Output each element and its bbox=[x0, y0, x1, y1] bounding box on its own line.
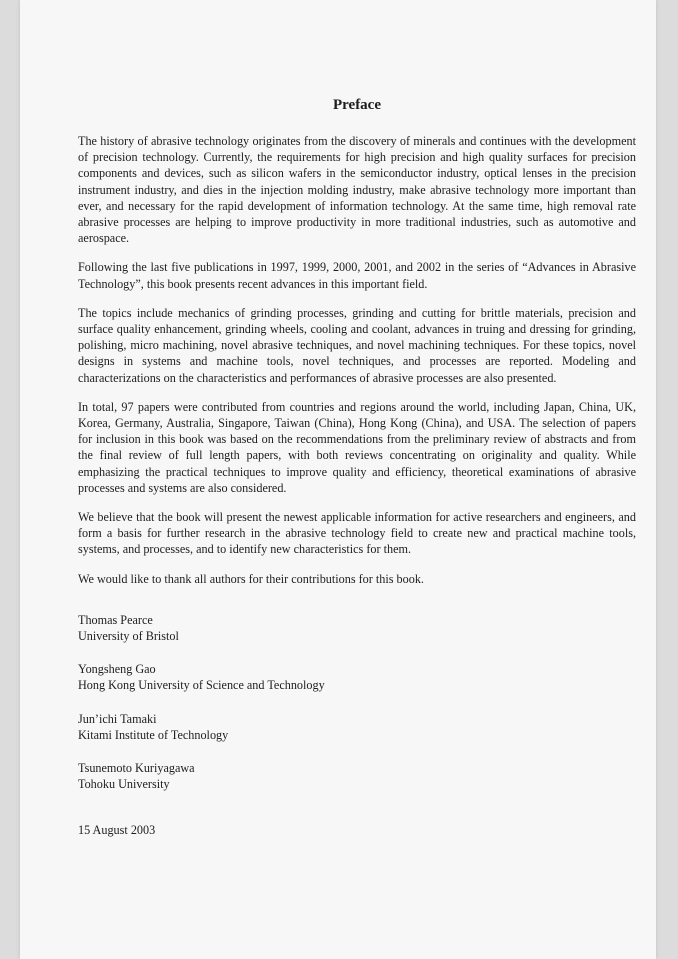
editor-signature bbox=[78, 711, 636, 743]
editor-signature bbox=[78, 612, 636, 644]
editor-name: Thomas Pearce bbox=[78, 612, 153, 627]
editor-affiliation: Tohoku University bbox=[78, 777, 170, 792]
page-title: Preface bbox=[332, 97, 382, 113]
editor-signature bbox=[78, 760, 636, 792]
paragraph: We believe that the book will present the newest applicable information for active researchers and engineers, and form a basis for further research in the abrasive technology field to create new and practical machine tools, systems, and processes, and to identify new characteristics for them. bbox=[78, 510, 636, 557]
paragraph: We would like to thank all authors for their contributions for this book. bbox=[78, 571, 424, 586]
editor-signature bbox=[78, 661, 636, 693]
document-page bbox=[20, 0, 656, 959]
paragraph: The topics include mechanics of grinding processes, grinding and cutting for brittle materials, precision and surface quality enhancement, grinding wheels, cooling and coolant, advances in truing and dressing for grinding, polishing, micro machining, novel abrasive techniques, and novel machining techniques. For these topics, novel designs in systems and machine tools, novel techniques, and processes are reported. Modeling and characterizations on the characteristics and performances of abrasive processes are also presented. bbox=[78, 305, 636, 385]
preface-content bbox=[78, 96, 636, 838]
paragraph: In total, 97 papers were contributed from countries and regions around the world, including Japan, China, UK, Korea, Germany, Australia, Singapore, Taiwan (China), Hong Kong (China), and USA. The selection of papers for inclusion in this book was based on the recommendations from the preliminary review of abstracts and from the final review of full length papers, with both reviews concentrating on originality and quality. While emphasizing the practical techniques to improve quality and efficiency, theoretical examinations of abrasive processes and systems are also considered. bbox=[78, 399, 636, 495]
editor-signatures bbox=[78, 612, 636, 793]
paragraph: The history of abrasive technology originates from the discovery of minerals and continues with the development of precision technology. Currently, the requirements for high precision and high quality surfaces for precision components and devices, such as silicon wafers in the semiconductor industry, optical lenses in the precision instrument industry, and dies in the injection molding industry, make abrasive technology more important than ever, and necessary for the rapid development of information technology. At the same time, high removal rate abrasive processes are helping to improve productivity in more traditional industries, such as automotive and aerospace. bbox=[78, 134, 636, 246]
editor-affiliation: Hong Kong University of Science and Technology bbox=[78, 678, 325, 693]
editor-name: Tsunemoto Kuriyagawa bbox=[78, 761, 195, 776]
editor-name: Yongsheng Gao bbox=[78, 662, 156, 677]
editor-name: Jun’ichi Tamaki bbox=[78, 711, 157, 726]
paragraph: Following the last five publications in 1997, 1999, 2000, 2001, and 2002 in the series of “Advances in Abrasive Technology”, this book presents recent advances in this important field. bbox=[78, 260, 636, 291]
preface-date: 15 August 2003 bbox=[78, 822, 156, 837]
editor-affiliation: Kitami Institute of Technology bbox=[78, 727, 229, 742]
editor-affiliation: University of Bristol bbox=[78, 629, 179, 644]
